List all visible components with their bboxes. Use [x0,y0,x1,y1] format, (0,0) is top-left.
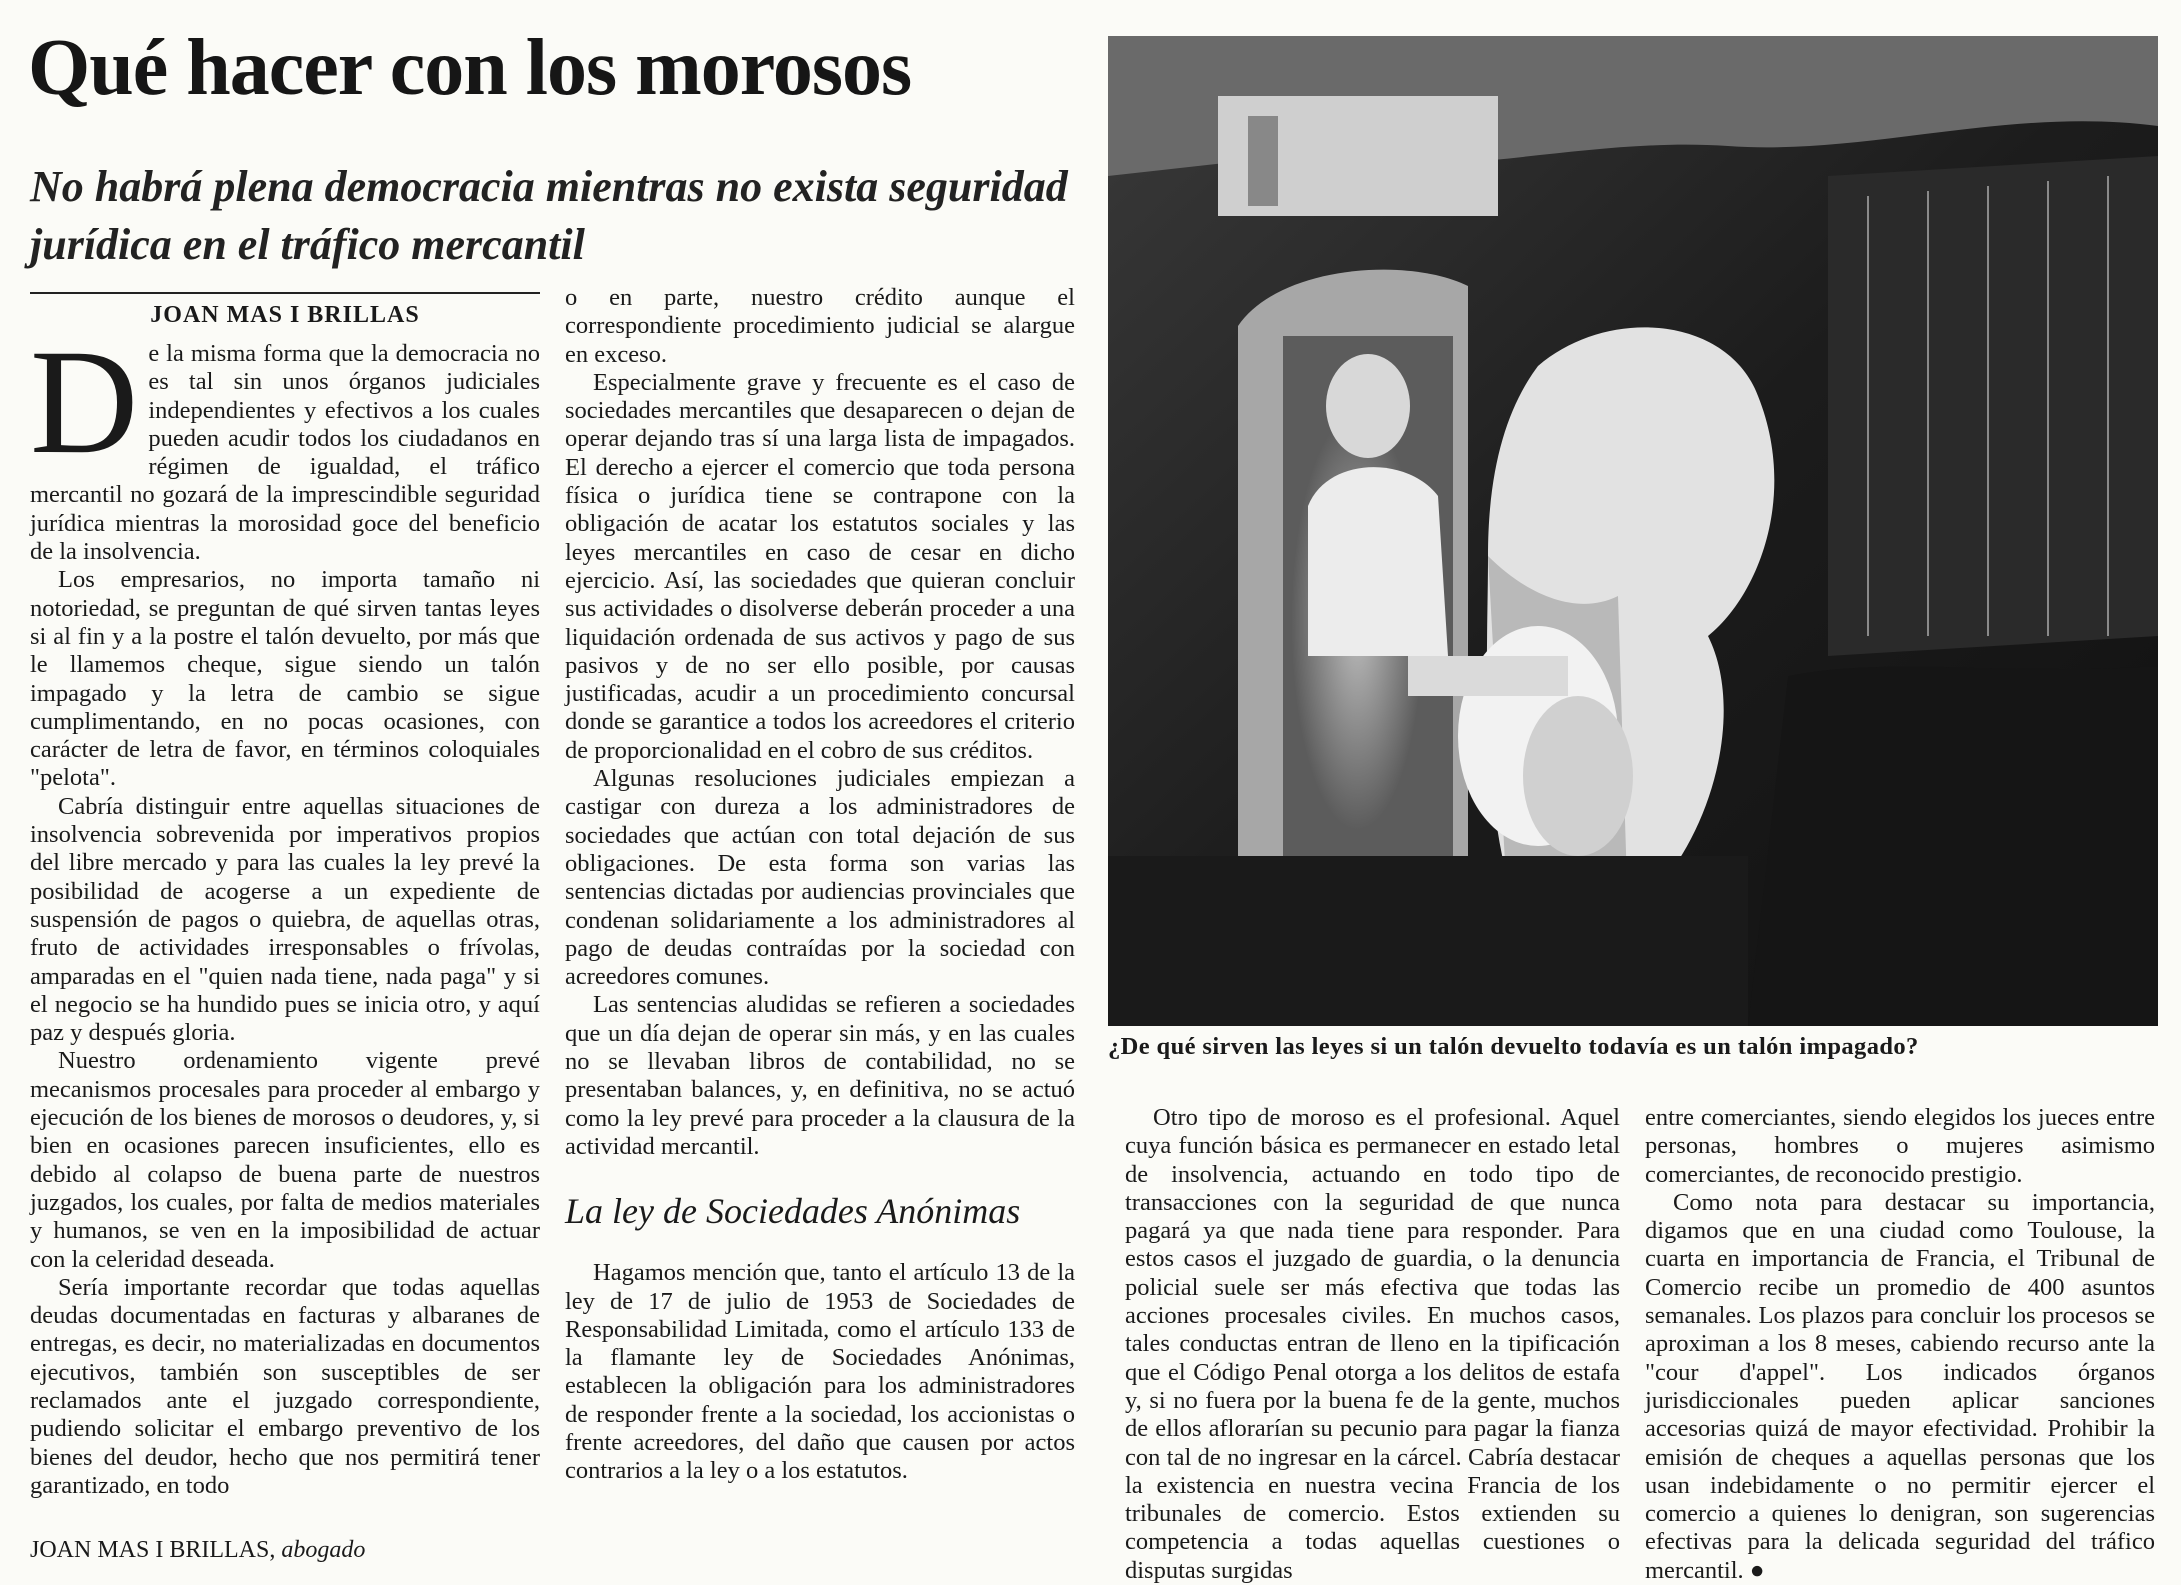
column-3 [1125,1104,1620,1584]
paragraph: Las sentencias aludidas se refieren a sociedades que un día dejan de operar sin más, y en las cuales no se llevaban libros de contabilidad, no se presentaban balances, y, en definitiva, no se actuó como la ley prevé para proceder a la clausura de la actividad mercantil. [565,991,1075,1160]
paragraph: Como nota para destacar su importancia, digamos que en una ciudad como Toulouse, la cuarta en importancia de Francia, el Tribunal de Comercio recibe un promedio de 400 asuntos semanales. Los plazos para concluir los procesos se aproximan a los 8 meses, cabiendo recurso ante la "cour d'appel". Los indicados órganos jurisdiccionales pueden aplicar sanciones accesorias quizá de mayor efectividad. Prohibir la emisión de cheques a aquellas personas que los usan indebidamente o no permitir ejercer el comercio a quienes lo denigran, son sugerencias efectivas para la delicada seguridad del tráfico mercantil. ● [1645,1188,2155,1584]
drop-cap: D [30,319,139,485]
section-heading: La ley de Sociedades Anónimas [565,1191,1021,1232]
column-2 [565,284,1075,1584]
signature [30,1536,540,1564]
article-photo [1108,36,2158,1026]
paragraph: Otro tipo de moroso es el profesional. Aquel cuya función básica es permanecer en estado letal de insolvencia, actuando en todo tipo de transacciones con la seguridad de que nunca pagará ya que nada tiene para responder. Para estos casos el juzgado de guardia, o la denuncia policial suele ser más efectiva que todas las acciones procesales civiles. En muchos casos, tales conductas entran de lleno en la tipificación que el Código Penal otorga a los delitos de estafa y, si no fuera por la buena fe de la gente, muchos de ellos aflorarían su pecunio para pagar la fianza con tal de no ingresar en la cárcel. Cabría destacar la existencia en nuestra vecina Francia de los tribunales de comercio. Estos extienden su competencia a todas aquellas cuestiones o disputas surgidas [1125,1104,1620,1584]
paragraph: Cabría distinguir entre aquellas situaciones de insolvencia sobrevenida por imperativos propios del libre mercado y para las cuales la ley prevé la posibilidad de acogerse a un expediente de suspensión de pagos o quiebra, de aquellas otras, fruto de actividades irresponsables o frívolas, amparadas en el "quien nada tiene, nada paga" y si el negocio se ha hundido pues se inicia otro, y aquí paz y después gloria. [30,792,540,1047]
byline-rule [30,292,540,294]
paragraph: entre comerciantes, siendo elegidos los jueces entre personas, hombres o mujeres asimismo comerciantes, de reconocido prestigio. [1645,1104,2155,1188]
paragraph-text: e la misma forma que la democracia no es tal sin unos órganos judiciales independientes y efectivos a los cuales pueden acudir todos los ciudadanos en régimen de igualdad, el tráfico mercantil no gozará de la imprescindible seguridad jurídica mientras la morosidad goce del beneficio de la insolvencia. [30,340,540,566]
byline: JOAN MAS I BRILLAS [150,302,420,328]
column-1 [30,319,540,1522]
paragraph: o en parte, nuestro crédito aunque el correspondiente procedimiento judicial se alargue en exceso. [565,284,1075,368]
signature-role: abogado [281,1537,366,1563]
column-4 [1645,1104,2155,1584]
paragraph: Hagamos mención que, tanto el artículo 13 de la ley de 17 de julio de 1953 de Sociedades de Responsabilidad Limitada, como el artículo 133 de la flamante ley de Sociedades Anónimas, establecen la obligación para los administradores de responder frente a la sociedad, los accionistas o frente acreedores, del daño que causen por actos contrarios a la ley o a los estatutos. [565,1259,1075,1485]
paragraph: Los empresarios, no importa tamaño ni notoriedad, se preguntan de qué sirven tantas leyes si al fin y a la postre el talón devuelto, por más que le llamemos cheque, sigue siendo un talón impagado y la letra de cambio se sigue cumplimentando, en no pocas ocasiones, con carácter de letra de favor, en términos coloquiales "pelota". [30,566,540,792]
subhead: No habrá plena democracia mientras no exista seguridad jurídica en el tráfico mercantil [30,162,1068,269]
signature-name: JOAN MAS I BRILLAS, [30,1537,276,1563]
photo-caption: ¿De qué sirven las leyes si un talón devuelto todavía es un talón impagado? [1108,1033,1919,1060]
paragraph: Nuestro ordenamiento vigente prevé mecanismos procesales para proceder al embargo y ejecución de los bienes de morosos o deudores, y, si bien en ocasiones parecen insuficientes, ello es debido al colapso de buena parte de nuestros juzgados, los cuales, por falta de medios materiales y humanos, se ven en la imposibilidad de actuar con la celeridad deseada. [30,1047,540,1273]
paragraph: Algunas resoluciones judiciales empiezan a castigar con dureza a los administradores de sociedades que actúan con total dejación de sus obligaciones. De esta forma son varias las sentencias dictadas por audiencias provinciales que condenan solidariamente a los administradores al pago de deudas contraídas por la sociedad con acreedores comunes. [565,765,1075,991]
paragraph [30,319,540,566]
paragraph: Especialmente grave y frecuente es el caso de sociedades mercantiles que desaparecen o dejan de operar dejando tras sí una larga lista de impagados. El derecho a ejercer el comercio que toda persona física o jurídica tiene se contrapone con la obligación de acatar los estatutos sociales y las leyes mercantiles en caso de cesar en dicho ejercicio. Así, las sociedades que quieran concluir sus actividades o disolverse deberán proceder a una liquidación ordenada de sus activos y pago de sus pasivos y de no ser ello posible, por causas justificadas, acudir a un procedimiento concursal donde se garantice a todos los acreedores el criterio de proporcionalidad en el cobro de sus créditos. [565,368,1075,764]
headline: Qué hacer con los morosos [28,24,912,112]
paragraph: Sería importante recordar que todas aquellas deudas documentadas en facturas y albaranes de entregas, es decir, no materializadas en documentos ejecutivos, también son susceptibles de ser reclamados ante el juzgado correspondiente, pudiendo solicitar el embargo preventivo de los bienes del deudor, hecho que nos permitirá tener garantizado, en todo [30,1273,540,1499]
